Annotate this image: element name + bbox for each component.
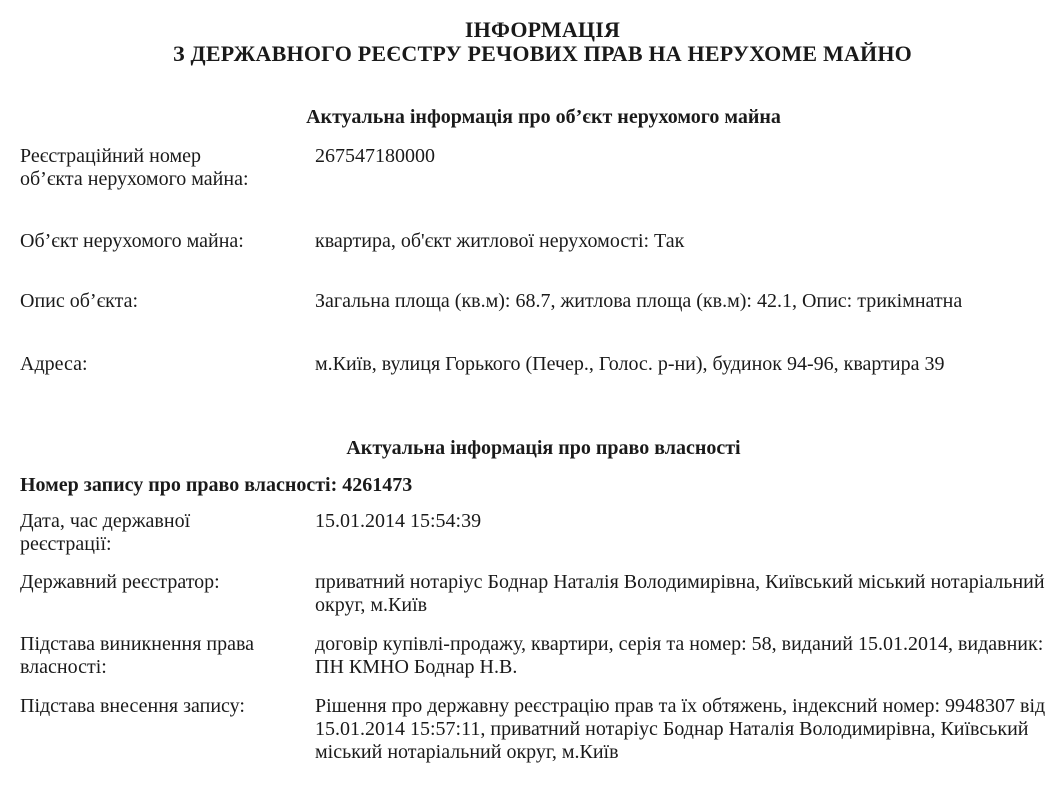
object-section-heading: Актуальна інформація про об’єкт нерухомого майна <box>306 106 781 128</box>
ownership-record-number: Номер запису про право власності: 4261473 <box>20 474 413 496</box>
field-label: Реєстраційний номер об’єкта нерухомого майна: <box>20 145 249 190</box>
field-label: Опис об’єкта: <box>20 290 139 312</box>
field-label: Адреса: <box>20 353 88 375</box>
field-label: Підстава виникнення права власності: <box>20 633 255 678</box>
field-value: договір купівлі-продажу, квартири, серія та номер: 58, виданий 15.01.2014, видавник: ПН КМНО Боднар Н.В. <box>315 633 1044 678</box>
field-value: квартира, об'єкт житлової нерухомості: Так <box>315 230 685 252</box>
field-value: Загальна площа (кв.м): 68.7, житлова площа (кв.м): 42.1, Опис: трикімнатна <box>315 290 963 312</box>
field-value: 267547180000 <box>315 145 435 167</box>
document-subtitle: З ДЕРЖАВНОГО РЕЄСТРУ РЕЧОВИХ ПРАВ НА НЕРУХОМЕ МАЙНО <box>173 41 912 66</box>
field-label: Державний реєстратор: <box>20 571 220 593</box>
field-label: Підстава внесення запису: <box>20 695 245 717</box>
field-value: м.Київ, вулиця Горького (Печер., Голос. р-ни), будинок 94-96, квартира 39 <box>315 353 945 375</box>
field-value: 15.01.2014 15:54:39 <box>315 510 482 532</box>
field-value: приватний нотаріус Боднар Наталія Володимирівна, Київський міський нотаріальний округ, м.Київ <box>315 571 1045 616</box>
field-value: Рішення про державну реєстрацію прав та їх обтяжень, індексний номер: 9948307 від 15.01.2014 15:57:11, приватний нотаріус Боднар Наталія Володимирівна, Київський міський нотаріальний округ, м.Київ <box>315 695 1046 763</box>
field-label: Дата, час державної реєстрації: <box>20 510 191 555</box>
field-label: Об’єкт нерухомого майна: <box>20 230 244 252</box>
document-title: ІНФОРМАЦІЯ <box>464 17 621 42</box>
ownership-section-heading: Актуальна інформація про право власності <box>346 437 741 459</box>
